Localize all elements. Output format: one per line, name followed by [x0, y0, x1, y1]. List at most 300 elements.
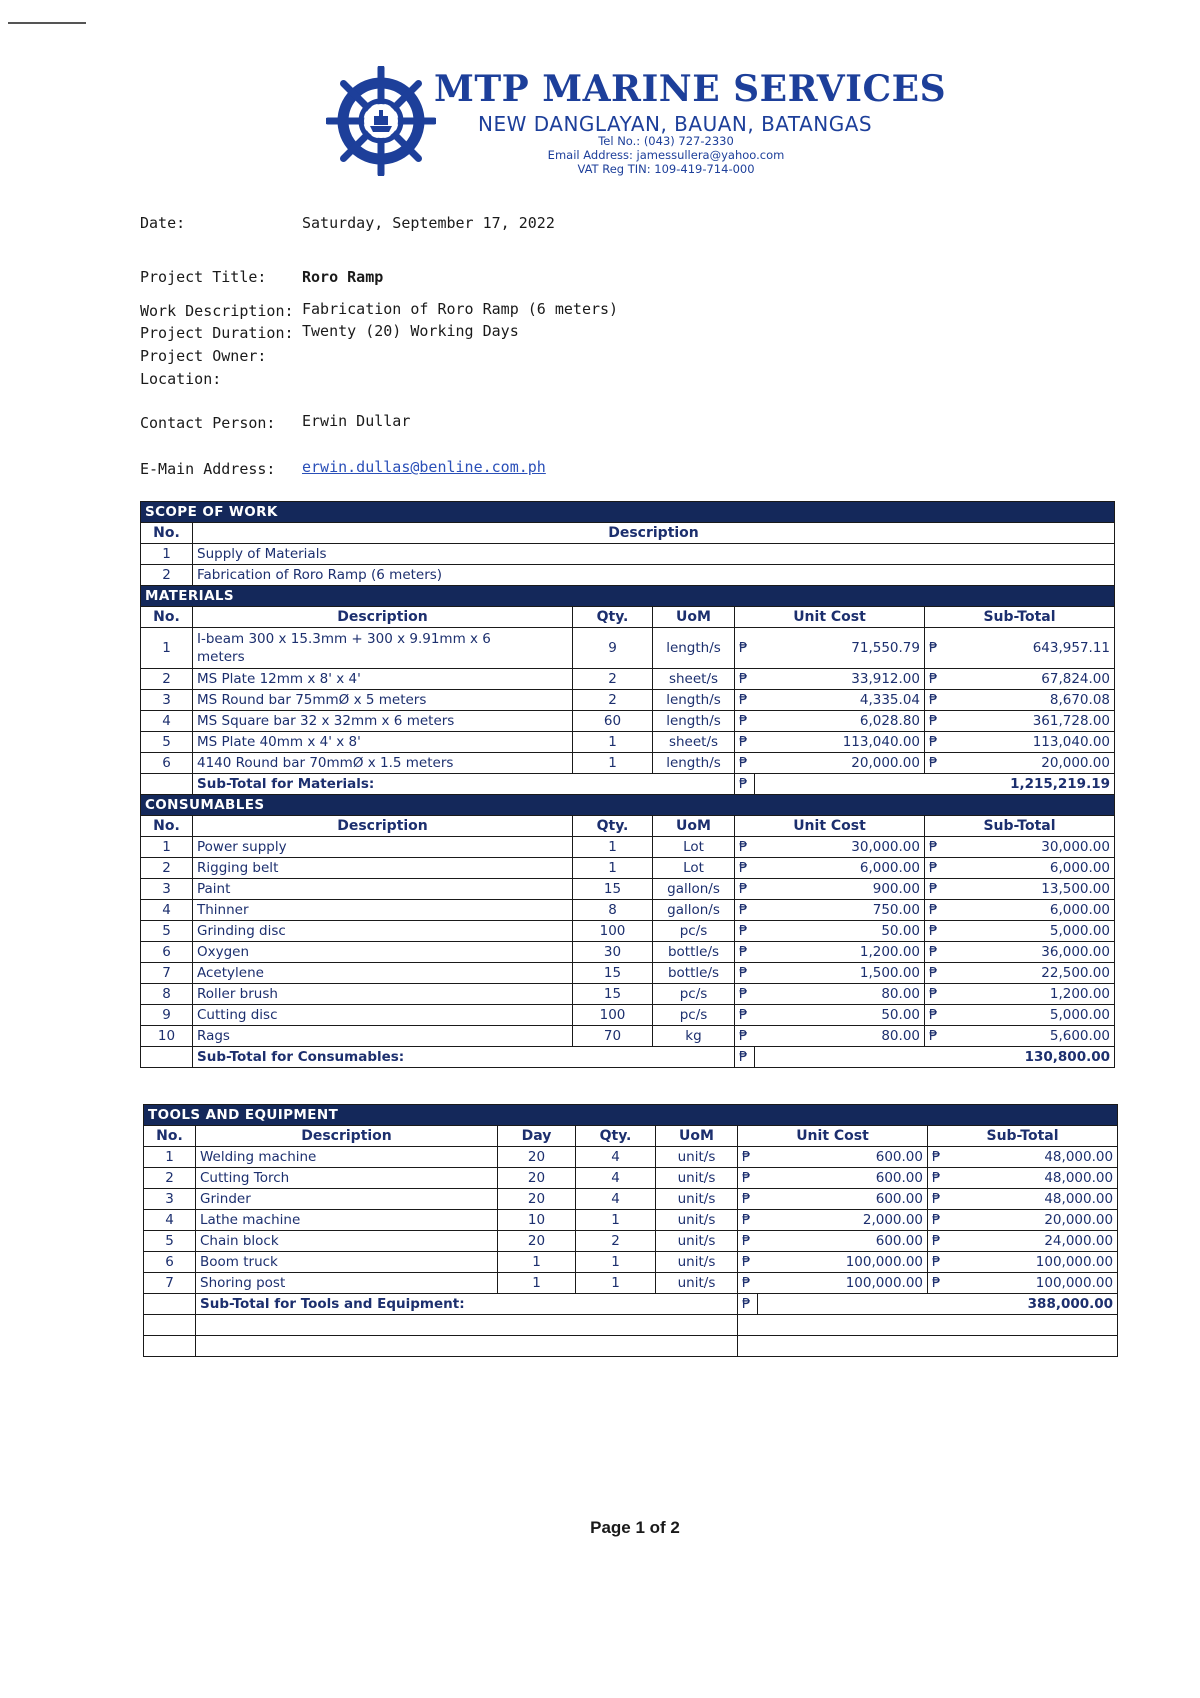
tool-day: 20: [498, 1168, 576, 1189]
company-tel: Tel No.: (043) 727-2330: [598, 134, 734, 148]
consumable-description: Rigging belt: [193, 858, 573, 879]
material-subtotal: 20,000.00: [945, 753, 1115, 774]
consumable-no: 6: [141, 942, 193, 963]
consumables-row: [141, 942, 1115, 963]
material-qty: 9: [573, 628, 653, 669]
material-qty: 60: [573, 711, 653, 732]
consumables-row: [141, 921, 1115, 942]
tool-description: Lathe machine: [196, 1210, 498, 1231]
tools-body: [144, 1147, 1118, 1294]
tools-header-qty: Qty.: [576, 1126, 656, 1147]
tool-day: 1: [498, 1273, 576, 1294]
consumables-header-unit-cost: Unit Cost: [735, 816, 925, 837]
peso-sign: ₱: [925, 921, 945, 942]
peso-sign: ₱: [925, 732, 945, 753]
peso-sign: ₱: [928, 1273, 948, 1294]
tool-no: 5: [144, 1231, 196, 1252]
consumable-uom: pc/s: [653, 984, 735, 1005]
company-address: NEW DANGLAYAN, BAUAN, BATANGAS: [478, 112, 873, 136]
scope-section-header: [141, 502, 1115, 523]
blank-row: [144, 1336, 1118, 1357]
tool-day: 20: [498, 1189, 576, 1210]
peso-sign: ₱: [925, 690, 945, 711]
consumable-qty: 70: [573, 1026, 653, 1047]
peso-sign: ₱: [735, 900, 755, 921]
material-no: 3: [141, 690, 193, 711]
consumables-header-no: No.: [141, 816, 193, 837]
consumable-subtotal: 5,600.00: [945, 1026, 1115, 1047]
consumable-description: Thinner: [193, 900, 573, 921]
peso-sign: ₱: [735, 1005, 755, 1026]
scope-no: 1: [141, 544, 193, 565]
peso-sign: ₱: [928, 1252, 948, 1273]
tool-no: 3: [144, 1189, 196, 1210]
peso-sign: ₱: [735, 942, 755, 963]
project-owner-label: Project Owner:: [140, 347, 267, 365]
consumable-unit-cost: 30,000.00: [755, 837, 925, 858]
material-description: MS Plate 40mm x 4' x 8': [193, 732, 573, 753]
project-duration-value: Twenty (20) Working Days: [302, 322, 519, 340]
empty-cell: [196, 1315, 738, 1336]
peso-sign: ₱: [738, 1231, 758, 1252]
work-description-value: Fabrication of Roro Ramp (6 meters): [302, 300, 619, 318]
material-subtotal: 67,824.00: [945, 669, 1115, 690]
consumable-description: Acetylene: [193, 963, 573, 984]
peso-sign: ₱: [735, 984, 755, 1005]
empty-cell: [141, 1047, 193, 1068]
peso-sign: ₱: [738, 1273, 758, 1294]
consumable-uom: pc/s: [653, 1005, 735, 1026]
company-email: Email Address: jamessullera@yahoo.com: [547, 148, 785, 162]
consumables-header-description: Description: [193, 816, 573, 837]
tool-unit-cost: 600.00: [758, 1147, 928, 1168]
peso-sign: ₱: [928, 1189, 948, 1210]
tool-description: Grinder: [196, 1189, 498, 1210]
materials-row: [141, 732, 1115, 753]
consumables-row: [141, 858, 1115, 879]
material-unit-cost: 113,040.00: [755, 732, 925, 753]
materials-title: MATERIALS: [141, 586, 1115, 607]
scan-mark: [8, 22, 86, 24]
peso-sign: ₱: [925, 753, 945, 774]
material-unit-cost: 33,912.00: [755, 669, 925, 690]
tool-uom: unit/s: [656, 1252, 738, 1273]
material-qty: 1: [573, 732, 653, 753]
material-qty: 1: [573, 753, 653, 774]
peso-sign: ₱: [735, 879, 755, 900]
tool-subtotal: 20,000.00: [948, 1210, 1118, 1231]
empty-cell: [144, 1336, 196, 1357]
date-label: Date:: [140, 214, 186, 232]
tool-uom: unit/s: [656, 1210, 738, 1231]
consumable-uom: gallon/s: [653, 900, 735, 921]
peso-sign: ₱: [735, 1047, 755, 1068]
consumable-unit-cost: 1,500.00: [755, 963, 925, 984]
consumable-unit-cost: 50.00: [755, 921, 925, 942]
peso-sign: ₱: [928, 1147, 948, 1168]
peso-sign: ₱: [925, 669, 945, 690]
peso-sign: ₱: [928, 1210, 948, 1231]
tool-subtotal: 48,000.00: [948, 1189, 1118, 1210]
consumable-uom: kg: [653, 1026, 735, 1047]
empty-cell: [738, 1336, 1118, 1357]
scope-description: Supply of Materials: [193, 544, 1115, 565]
tools-header-unit-cost: Unit Cost: [738, 1126, 928, 1147]
tools-row: [144, 1231, 1118, 1252]
materials-section-header: [141, 586, 1115, 607]
tools-header-description: Description: [196, 1126, 498, 1147]
location-label: Location:: [140, 370, 222, 388]
material-unit-cost: 71,550.79: [755, 628, 925, 669]
material-uom: length/s: [653, 690, 735, 711]
project-duration-label: Project Duration:: [140, 324, 294, 342]
material-description-line-1: I-beam 300 x 15.3mm + 300 x 9.91mm x 6: [197, 631, 491, 647]
scope-header-description: Description: [193, 523, 1115, 544]
material-uom: length/s: [653, 753, 735, 774]
materials-subtotal-label: Sub-Total for Materials:: [193, 774, 735, 795]
empty-cell: [141, 774, 193, 795]
consumable-uom: pc/s: [653, 921, 735, 942]
material-uom: sheet/s: [653, 732, 735, 753]
tool-qty: 4: [576, 1168, 656, 1189]
peso-sign: ₱: [738, 1168, 758, 1189]
tool-qty: 1: [576, 1273, 656, 1294]
peso-sign: ₱: [925, 837, 945, 858]
tool-qty: 2: [576, 1231, 656, 1252]
page-number: Page 1 of 2: [590, 1518, 680, 1537]
peso-sign: ₱: [738, 1147, 758, 1168]
ship-wheel-icon: [326, 66, 436, 176]
company-tin: VAT Reg TIN: 109-419-714-000: [577, 162, 755, 176]
materials-subtotal-value: 1,215,219.19: [755, 774, 1115, 795]
material-uom: length/s: [653, 711, 735, 732]
tools-subtotal-value: 388,000.00: [758, 1294, 1118, 1315]
scope-header-no: No.: [141, 523, 193, 544]
tool-day: 20: [498, 1231, 576, 1252]
peso-sign: ₱: [738, 1189, 758, 1210]
tools-section-header: [144, 1105, 1118, 1126]
materials-header-description: Description: [193, 607, 573, 628]
materials-header-no: No.: [141, 607, 193, 628]
consumable-uom: gallon/s: [653, 879, 735, 900]
letterhead: [326, 66, 947, 184]
peso-sign: ₱: [925, 711, 945, 732]
tool-no: 6: [144, 1252, 196, 1273]
material-unit-cost: 4,335.04: [755, 690, 925, 711]
consumables-title: CONSUMABLES: [141, 795, 1115, 816]
consumable-no: 8: [141, 984, 193, 1005]
consumable-qty: 100: [573, 921, 653, 942]
consumables-header-subtotal: Sub-Total: [925, 816, 1115, 837]
tool-subtotal: 100,000.00: [948, 1273, 1118, 1294]
peso-sign: ₱: [925, 1026, 945, 1047]
company-name: MTP MARINE SERVICES: [434, 68, 947, 110]
consumables-subtotal-value: 130,800.00: [755, 1047, 1115, 1068]
tool-no: 2: [144, 1168, 196, 1189]
tools-header-subtotal: Sub-Total: [928, 1126, 1118, 1147]
tools-table: [143, 1104, 1118, 1357]
consumables-row: [141, 1005, 1115, 1026]
materials-header-uom: UoM: [653, 607, 735, 628]
consumable-subtotal: 6,000.00: [945, 858, 1115, 879]
tools-title: TOOLS AND EQUIPMENT: [144, 1105, 1118, 1126]
material-description: MS Round bar 75mmØ x 5 meters: [193, 690, 573, 711]
consumable-unit-cost: 900.00: [755, 879, 925, 900]
consumable-subtotal: 30,000.00: [945, 837, 1115, 858]
consumables-column-headers: [141, 816, 1115, 837]
material-subtotal: 643,957.11: [945, 628, 1115, 669]
peso-sign: ₱: [735, 921, 755, 942]
consumable-uom: bottle/s: [653, 963, 735, 984]
consumables-row: [141, 1026, 1115, 1047]
materials-column-headers: [141, 607, 1115, 628]
material-no: 5: [141, 732, 193, 753]
consumables-row: [141, 879, 1115, 900]
tools-header-no: No.: [144, 1126, 196, 1147]
consumable-uom: Lot: [653, 858, 735, 879]
empty-cell: [738, 1315, 1118, 1336]
materials-row: [141, 628, 1115, 669]
scope-description: Fabrication of Roro Ramp (6 meters): [193, 565, 1115, 586]
material-unit-cost: 6,028.80: [755, 711, 925, 732]
peso-sign: ₱: [735, 669, 755, 690]
consumables-body: [141, 837, 1115, 1047]
email-link[interactable]: erwin.dullas@benline.com.ph: [302, 458, 546, 476]
tool-description: Welding machine: [196, 1147, 498, 1168]
tool-qty: 4: [576, 1147, 656, 1168]
consumable-unit-cost: 6,000.00: [755, 858, 925, 879]
scope-title: SCOPE OF WORK: [141, 502, 1115, 523]
tool-day: 20: [498, 1147, 576, 1168]
empty-cell: [144, 1294, 196, 1315]
peso-sign: ₱: [925, 858, 945, 879]
tools-row: [144, 1210, 1118, 1231]
materials-row: [141, 690, 1115, 711]
consumable-subtotal: 13,500.00: [945, 879, 1115, 900]
empty-cell: [196, 1336, 738, 1357]
peso-sign: ₱: [738, 1294, 758, 1315]
peso-sign: ₱: [925, 879, 945, 900]
peso-sign: ₱: [735, 1026, 755, 1047]
peso-sign: ₱: [735, 732, 755, 753]
consumable-description: Cutting disc: [193, 1005, 573, 1026]
material-no: 4: [141, 711, 193, 732]
peso-sign: ₱: [925, 963, 945, 984]
consumable-uom: bottle/s: [653, 942, 735, 963]
material-no: 1: [141, 628, 193, 669]
consumables-subtotal-row: [141, 1047, 1115, 1068]
consumable-description: Grinding disc: [193, 921, 573, 942]
consumable-description: Oxygen: [193, 942, 573, 963]
materials-row: [141, 753, 1115, 774]
contact-person-value: Erwin Dullar: [302, 412, 411, 430]
tools-column-headers: [144, 1126, 1118, 1147]
tool-qty: 1: [576, 1252, 656, 1273]
tool-subtotal: 100,000.00: [948, 1252, 1118, 1273]
consumable-qty: 8: [573, 900, 653, 921]
materials-subtotal-row: [141, 774, 1115, 795]
material-description: MS Plate 12mm x 8' x 4': [193, 669, 573, 690]
consumable-no: 5: [141, 921, 193, 942]
consumable-no: 2: [141, 858, 193, 879]
consumable-description: Rags: [193, 1026, 573, 1047]
email-label: E-Main Address:: [140, 460, 276, 478]
scope-column-headers: [141, 523, 1115, 544]
consumable-qty: 15: [573, 879, 653, 900]
project-title-label: Project Title:: [140, 268, 267, 286]
consumable-no: 9: [141, 1005, 193, 1026]
material-description: [193, 628, 573, 669]
tool-no: 1: [144, 1147, 196, 1168]
consumables-header-qty: Qty.: [573, 816, 653, 837]
scope-row: [141, 544, 1115, 565]
consumable-qty: 1: [573, 858, 653, 879]
tool-unit-cost: 600.00: [758, 1231, 928, 1252]
consumable-no: 7: [141, 963, 193, 984]
tool-unit-cost: 100,000.00: [758, 1273, 928, 1294]
consumable-no: 4: [141, 900, 193, 921]
tool-day: 10: [498, 1210, 576, 1231]
tools-subtotal-row: [144, 1294, 1118, 1315]
tool-unit-cost: 600.00: [758, 1189, 928, 1210]
peso-sign: ₱: [735, 858, 755, 879]
tool-day: 1: [498, 1252, 576, 1273]
scope-materials-table: [140, 501, 1115, 1068]
peso-sign: ₱: [735, 690, 755, 711]
material-qty: 2: [573, 690, 653, 711]
tool-subtotal: 24,000.00: [948, 1231, 1118, 1252]
consumable-uom: Lot: [653, 837, 735, 858]
material-description: 4140 Round bar 70mmØ x 1.5 meters: [193, 753, 573, 774]
peso-sign: ₱: [735, 711, 755, 732]
materials-header-qty: Qty.: [573, 607, 653, 628]
material-uom: length/s: [653, 628, 735, 669]
consumables-row: [141, 837, 1115, 858]
consumable-description: Power supply: [193, 837, 573, 858]
consumables-row: [141, 900, 1115, 921]
materials-row: [141, 711, 1115, 732]
peso-sign: ₱: [925, 942, 945, 963]
peso-sign: ₱: [735, 837, 755, 858]
tool-description: Shoring post: [196, 1273, 498, 1294]
peso-sign: ₱: [925, 1005, 945, 1026]
scope-row: [141, 565, 1115, 586]
tool-subtotal: 48,000.00: [948, 1168, 1118, 1189]
consumable-subtotal: 36,000.00: [945, 942, 1115, 963]
tools-row: [144, 1189, 1118, 1210]
tool-description: Cutting Torch: [196, 1168, 498, 1189]
peso-sign: ₱: [735, 963, 755, 984]
project-title-value: Roro Ramp: [302, 268, 384, 286]
tool-description: Chain block: [196, 1231, 498, 1252]
tools-subtotal-label: Sub-Total for Tools and Equipment:: [196, 1294, 738, 1315]
consumable-subtotal: 22,500.00: [945, 963, 1115, 984]
material-subtotal: 8,670.08: [945, 690, 1115, 711]
tool-uom: unit/s: [656, 1168, 738, 1189]
tools-row: [144, 1147, 1118, 1168]
tools-header-uom: UoM: [656, 1126, 738, 1147]
consumable-qty: 100: [573, 1005, 653, 1026]
peso-sign: ₱: [925, 628, 945, 669]
material-no: 6: [141, 753, 193, 774]
peso-sign: ₱: [735, 753, 755, 774]
scope-no: 2: [141, 565, 193, 586]
consumable-no: 3: [141, 879, 193, 900]
tool-subtotal: 48,000.00: [948, 1147, 1118, 1168]
consumable-unit-cost: 750.00: [755, 900, 925, 921]
tool-description: Boom truck: [196, 1252, 498, 1273]
consumable-unit-cost: 1,200.00: [755, 942, 925, 963]
consumable-no: 10: [141, 1026, 193, 1047]
tool-uom: unit/s: [656, 1273, 738, 1294]
consumable-unit-cost: 80.00: [755, 984, 925, 1005]
peso-sign: ₱: [738, 1252, 758, 1273]
material-description: MS Square bar 32 x 32mm x 6 meters: [193, 711, 573, 732]
consumable-subtotal: 1,200.00: [945, 984, 1115, 1005]
consumable-unit-cost: 50.00: [755, 1005, 925, 1026]
material-uom: sheet/s: [653, 669, 735, 690]
materials-header-subtotal: Sub-Total: [925, 607, 1115, 628]
peso-sign: ₱: [928, 1168, 948, 1189]
tool-unit-cost: 600.00: [758, 1168, 928, 1189]
consumable-unit-cost: 80.00: [755, 1026, 925, 1047]
materials-row: [141, 669, 1115, 690]
tool-unit-cost: 2,000.00: [758, 1210, 928, 1231]
consumable-qty: 1: [573, 837, 653, 858]
tool-uom: unit/s: [656, 1147, 738, 1168]
consumable-qty: 15: [573, 963, 653, 984]
contact-person-label: Contact Person:: [140, 414, 276, 432]
consumable-subtotal: 5,000.00: [945, 921, 1115, 942]
tool-qty: 1: [576, 1210, 656, 1231]
blank-row: [144, 1315, 1118, 1336]
consumables-row: [141, 984, 1115, 1005]
peso-sign: ₱: [925, 984, 945, 1005]
consumable-description: Paint: [193, 879, 573, 900]
consumable-qty: 15: [573, 984, 653, 1005]
tools-header-day: Day: [498, 1126, 576, 1147]
empty-cell: [144, 1315, 196, 1336]
consumable-description: Roller brush: [193, 984, 573, 1005]
material-subtotal: 113,040.00: [945, 732, 1115, 753]
consumable-subtotal: 5,000.00: [945, 1005, 1115, 1026]
consumable-no: 1: [141, 837, 193, 858]
peso-sign: ₱: [738, 1210, 758, 1231]
peso-sign: ₱: [925, 900, 945, 921]
peso-sign: ₱: [928, 1231, 948, 1252]
tool-no: 4: [144, 1210, 196, 1231]
consumable-subtotal: 6,000.00: [945, 900, 1115, 921]
material-description-line-2: meters: [197, 649, 245, 665]
material-subtotal: 361,728.00: [945, 711, 1115, 732]
work-description-label: Work Description:: [140, 302, 294, 320]
material-qty: 2: [573, 669, 653, 690]
tool-unit-cost: 100,000.00: [758, 1252, 928, 1273]
consumable-qty: 30: [573, 942, 653, 963]
materials-header-unit-cost: Unit Cost: [735, 607, 925, 628]
tools-row: [144, 1168, 1118, 1189]
consumables-row: [141, 963, 1115, 984]
consumables-section-header: [141, 795, 1115, 816]
material-unit-cost: 20,000.00: [755, 753, 925, 774]
tool-uom: unit/s: [656, 1189, 738, 1210]
consumables-header-uom: UoM: [653, 816, 735, 837]
tool-uom: unit/s: [656, 1231, 738, 1252]
tool-no: 7: [144, 1273, 196, 1294]
tool-qty: 4: [576, 1189, 656, 1210]
peso-sign: ₱: [735, 774, 755, 795]
consumables-subtotal-label: Sub-Total for Consumables:: [193, 1047, 735, 1068]
